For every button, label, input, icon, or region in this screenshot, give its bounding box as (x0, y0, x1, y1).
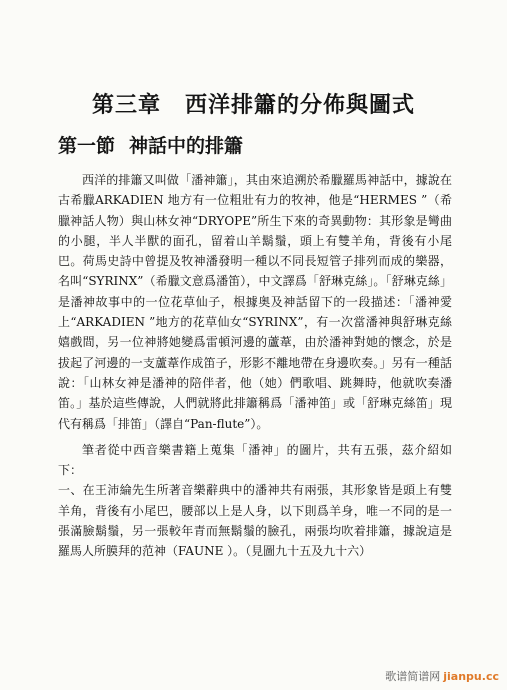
watermark-url: jianpu.cc (443, 670, 499, 683)
site-watermark (385, 668, 499, 684)
chapter-number: 第三章 (91, 92, 161, 118)
section-number: 第一節 (58, 135, 116, 157)
paragraph: 西洋的排簫又叫做「潘神簫」，其由來追溯於希臘羅馬神話中，據說在古希臘ARKADIEN 地方有一位粗壯有力的牧神，他是“HERMES ”（希臘神話人物）與山林女神“DRYOPE”所生下來的奇異動物：其形象是彎曲的小腿，半人半獸的面孔，留着山羊鬍鬚，頭上有雙羊角，背後有小尾巴。荷馬史詩中曾提及牧神潘發明一種以不同長短管子排列而成的樂器，名叫“SYRINX”（希臘文意爲潘笛），中文譯爲「舒琳克絲」。「舒琳克絲」是潘神故事中的一位花草仙子，根據奥及神話留下的一段描述：「潘神愛上“ARKADIEN ”地方的花草仙女“SYRINX”，有一次當潘神與舒琳克絲嬉戲間，另一位神將她變爲雷頓河邊的蘆葦，由於潘神對她的懷念，於是拔起了河邊的一支蘆葦作成笛子，形影不離地帶在身邊吹奏。」另有一種話說：「山林女神是潘神的陪伴者，他（她）們歌唱、跳舞時，他就吹奏潘笛。」基於這些傳說，人們就將此排簫稱爲「潘神笛」或「舒琳克絲笛」現代有稱爲「排笛」（譯自“Pan-flute”）。 (58, 173, 452, 431)
section-heading (58, 131, 243, 158)
paragraph: 筆者從中西音樂書籍上蒐集「潘神」的圖片，共有五張，茲介紹如下： (58, 442, 452, 478)
body-text (58, 170, 452, 562)
section-title: 神話中的排簫 (129, 135, 244, 157)
list-item: 一、在王沛綸先生所著音樂辭典中的潘神共有兩張，其形象皆是頭上有雙羊角，背後有小尾巴，腰部以上是人身，以下則爲羊身，唯一不同的是一張滿臉鬍鬚，另一張較年青而無鬍鬚的臉孔，兩張均吹着排簫，據說這是羅馬人所膜拜的范神（FAUNE ）。（見圖九十五及九十六） (58, 483, 452, 559)
chapter-heading (0, 88, 507, 119)
chapter-title: 西洋排簫的分佈與圖式 (185, 92, 416, 118)
watermark-site-name: 歌谱简谱网 (385, 670, 441, 683)
